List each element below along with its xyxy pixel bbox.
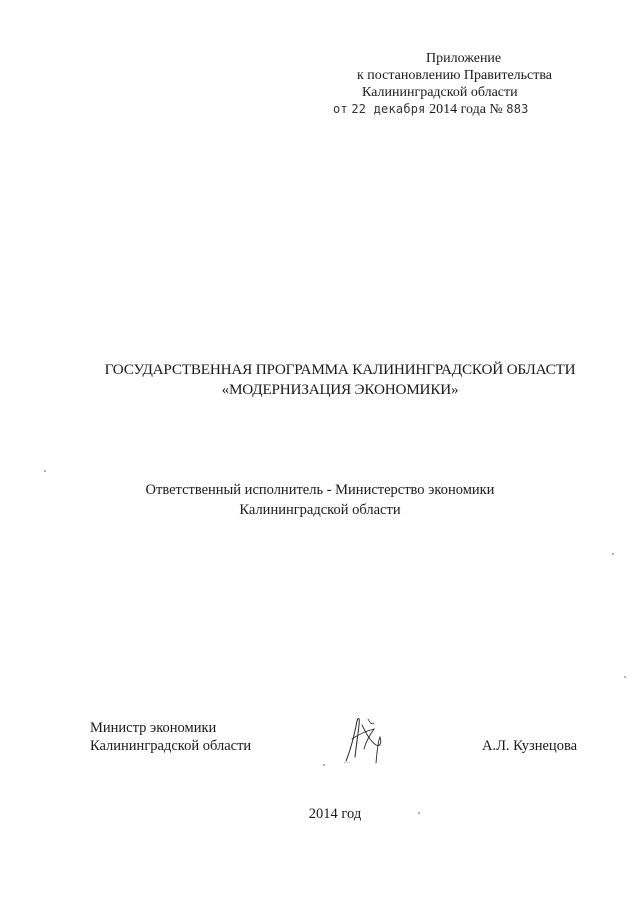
appendix-date-line (330, 101, 590, 118)
scan-speck (612, 553, 614, 555)
signature-block (90, 719, 610, 779)
title-line-2: «МОДЕРНИЗАЦИЯ ЭКОНОМИКИ» (221, 381, 459, 398)
signatory-position (90, 719, 251, 755)
appendix-number: 883 (506, 102, 529, 116)
executor-line-2: Калининградской области (239, 502, 401, 518)
scan-speck (624, 676, 626, 678)
signatory-position-line-1: Министр экономики (90, 720, 217, 736)
scan-speck (323, 764, 325, 766)
document-title (0, 360, 640, 400)
signatory-name: А.Л. Кузнецова (482, 738, 578, 754)
appendix-date-year: 2014 года № (429, 102, 503, 117)
signatory-position-line-2: Калининградской области (90, 738, 252, 754)
appendix-region: Калининградской области (362, 85, 518, 100)
handwritten-signature-icon (340, 711, 390, 767)
appendix-title: Приложение (426, 51, 502, 66)
title-line-1: ГОСУДАРСТВЕННАЯ ПРОГРАММА КАЛИНИНГРАДСКОЙ ОБЛАСТИ (104, 361, 576, 378)
appendix-date-typed: 22 декабря (351, 102, 426, 116)
scan-speck (418, 812, 420, 814)
appendix-date-prefix: от (333, 102, 348, 116)
scan-speck (44, 470, 46, 472)
appendix-header (330, 50, 590, 118)
executor-line-1: Ответственный исполнитель - Министерство экономики (145, 482, 495, 498)
document-year: 2014 год (308, 806, 362, 822)
responsible-executor (0, 480, 640, 520)
appendix-reference: к постановлению Правительства (357, 68, 553, 83)
